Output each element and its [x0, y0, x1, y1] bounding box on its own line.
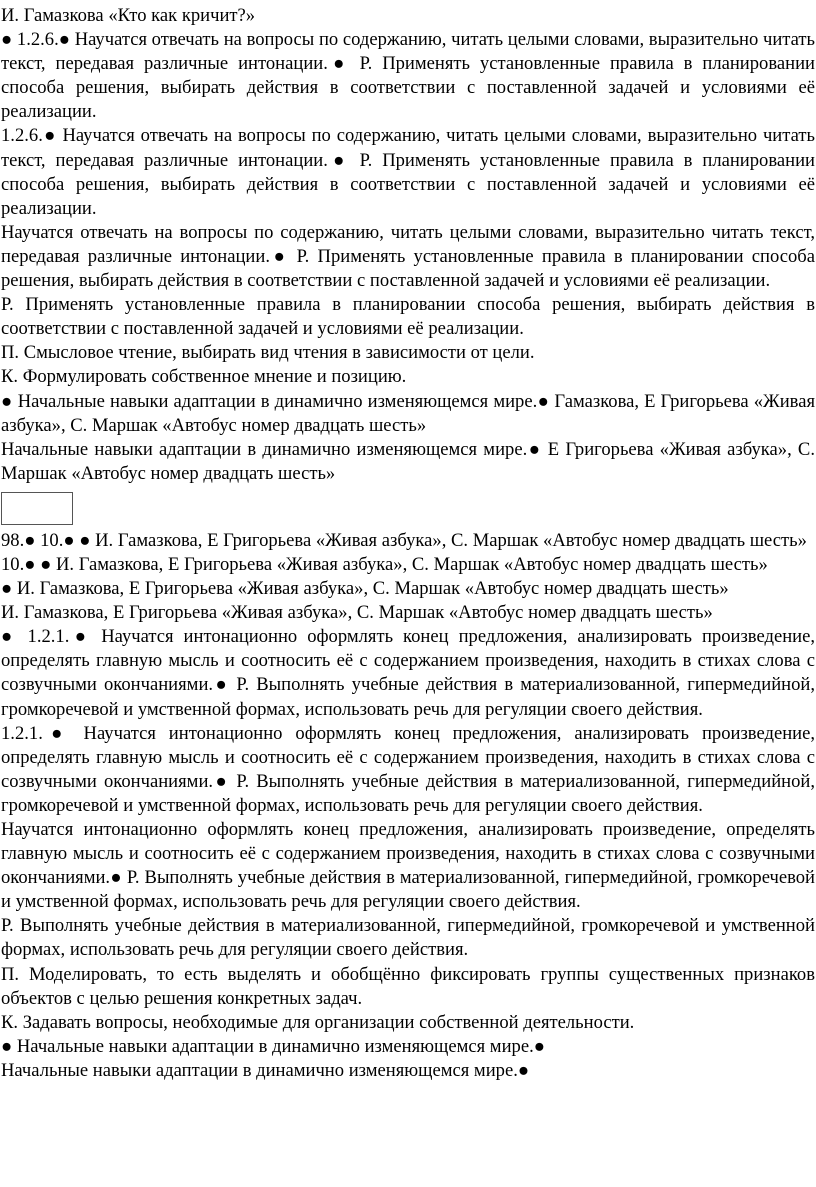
- paragraph-4: Р. Применять установленные правила в планировании способа решения, выбирать действия в соответствии с поставленной задачей и условиями её реализации.: [1, 294, 815, 340]
- paragraph-8: Начальные навыки адаптации в динамично изменяющемся мире.● Е Григорьева «Живая азбука», С. Маршак «Автобус номер двадцать шесть»: [1, 438, 815, 484]
- paragraph-6: К. Формулировать собственное мнение и позицию.: [1, 366, 407, 388]
- paragraph-17: П. Моделировать, то есть выделять и обобщённо фиксировать группы существенных признаков объектов с целью решения конкретных задач.: [1, 963, 815, 1009]
- paragraph-14: 1.2.1.● Научатся интонационно оформлять конец предложения, анализировать произведение, определять главную мысль и соотносить её с содержанием произведения, находить в стихах слова с созвучными окончаниями.● Р. Выполнять учебные действия в материализованной, гипермедийной, громкоречевой и умственной формах, использовать речь для регуляции своего действия.: [1, 722, 815, 816]
- lesson-title: И. Гамазкова «Кто как кричит?»: [1, 5, 256, 26]
- paragraph-19: ● Начальные навыки адаптации в динамично изменяющемся мире.●: [1, 1035, 545, 1057]
- paragraph-18: К. Задавать вопросы, необходимые для организации собственной деятельности.: [1, 1011, 635, 1033]
- paragraph-3: Научатся отвечать на вопросы по содержанию, читать целыми словами, выразительно читать текст, передавая различные интонации.● Р. Применять установленные правила в планировании способа решения, выбирать действия в соответствии с поставленной задачей и условиями её реализации.: [1, 221, 815, 292]
- paragraph-1: ● 1.2.6.● Научатся отвечать на вопросы по содержанию, читать целыми словами, выразительно читать текст, передавая различные интонации.● Р. Применять установленные правила в планировании способа решения, выбирать действия в соответствии с поставленной задачей и условиями её реализации.: [1, 29, 815, 123]
- paragraph-15: Научатся интонационно оформлять конец предложения, анализировать произведение, определять главную мысль и соотносить её с содержанием произведения, находить в стихах слова с созвучными окончаниями.● Р. Выполнять учебные действия в материализованной, гипермедийной, громкоречевой и умственной формах, использовать речь для регуляции своего действия.: [1, 819, 815, 913]
- paragraph-7: ● Начальные навыки адаптации в динамично изменяющемся мире.● Гамазкова, Е Григорьева «Живая азбука», С. Маршак «Автобус номер двадцать шесть»: [1, 390, 815, 436]
- paragraph-10: 10.● ● И. Гамазкова, Е Григорьева «Живая азбука», С. Маршак «Автобус номер двадцать шесть»: [1, 553, 768, 575]
- paragraph-2: 1.2.6.● Научатся отвечать на вопросы по содержанию, читать целыми словами, выразительно читать текст, передавая различные интонации.● Р. Применять установленные правила в планировании способа решения, выбирать действия в соответствии с поставленной задачей и условиями её реализации.: [1, 125, 815, 219]
- paragraph-13: ● 1.2.1.● Научатся интонационно оформлять конец предложения, анализировать произведение, определять главную мысль и соотносить её с содержанием произведения, находить в стихах слова с созвучными окончаниями.● Р. Выполнять учебные действия в материализованной, гипермедийной, громкоречевой и умственной формах, использовать речь для регуляции своего действия.: [1, 626, 815, 720]
- paragraph-5: П. Смысловое чтение, выбирать вид чтения в зависимости от цели.: [1, 342, 535, 364]
- paragraph-11: ● И. Гамазкова, Е Григорьева «Живая азбука», С. Маршак «Автобус номер двадцать шесть»: [1, 578, 729, 600]
- paragraph-12: И. Гамазкова, Е Григорьева «Живая азбука», С. Маршак «Автобус номер двадцать шесть»: [1, 602, 713, 624]
- paragraph-20: Начальные навыки адаптации в динамично изменяющемся мире.●: [1, 1059, 530, 1081]
- paragraph-16: Р. Выполнять учебные действия в материализованной, гипермедийной, громкоречевой и умственной формах, использовать речь для регуляции своего действия.: [1, 915, 815, 961]
- empty-frame: [1, 492, 73, 525]
- paragraph-9: 98.● 10.● ● И. Гамазкова, Е Григорьева «Живая азбука», С. Маршак «Автобус номер двадцать шесть»: [1, 529, 807, 551]
